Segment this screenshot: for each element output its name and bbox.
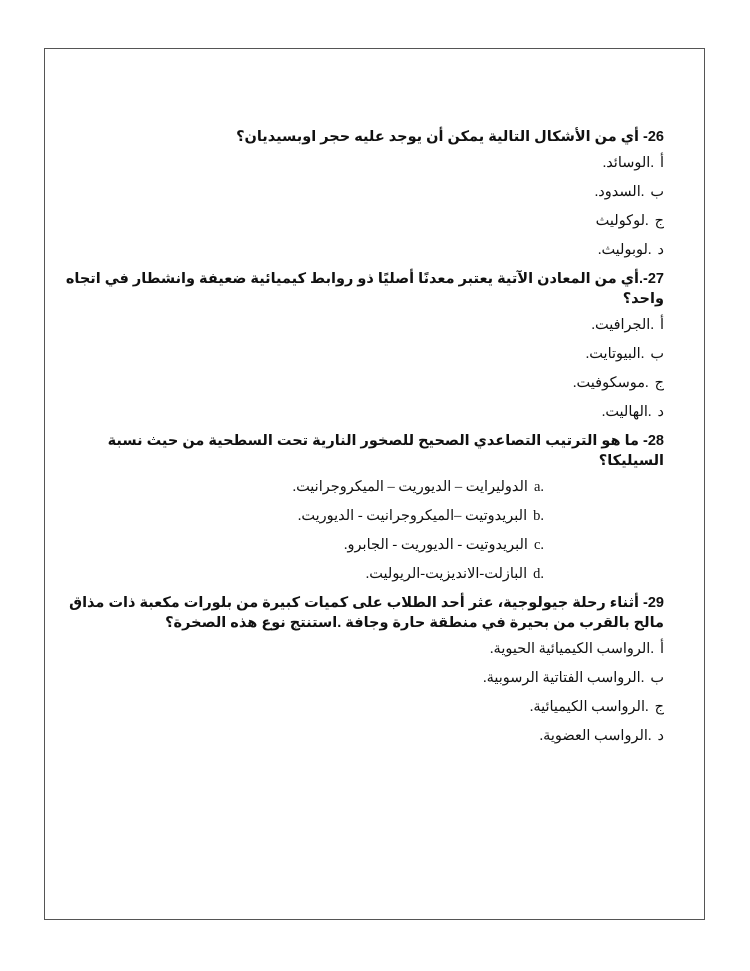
option-a[interactable] <box>63 477 664 506</box>
option-letter: b. <box>533 508 544 524</box>
option-letter: ج <box>654 213 664 229</box>
option-c[interactable] <box>63 211 664 240</box>
option-letter: أ <box>659 155 664 171</box>
option-c[interactable] <box>63 535 664 564</box>
option-letter: د <box>657 242 664 258</box>
option-text: .لوبوليث. <box>597 242 652 258</box>
page-frame <box>44 48 705 920</box>
question-text: 27-.أي من المعادن الآتية يعتبر معدنًا أصليًا ذو روابط كيميائية ضعيفة وانشطار في اتجاه واحد؟ <box>65 271 664 307</box>
option-letter: ج <box>654 699 664 715</box>
question-28 <box>63 431 664 593</box>
option-d[interactable] <box>63 402 664 431</box>
option-letter: d. <box>533 566 544 582</box>
option-c[interactable] <box>63 373 664 402</box>
exam-content <box>63 127 664 755</box>
option-d[interactable] <box>63 240 664 269</box>
option-d[interactable] <box>63 564 664 593</box>
option-letter: ج <box>654 375 664 391</box>
question-text: 28- ما هو الترتيب التصاعدي الصحيح للصخور النارية تحت السطحية من حيث نسبة السيليكا؟ <box>107 433 664 469</box>
option-b[interactable] <box>63 668 664 697</box>
question-27 <box>63 269 664 431</box>
option-a[interactable] <box>63 639 664 668</box>
option-text: .لوكوليث <box>595 213 649 229</box>
option-text: البازلت-الانديزيت-الريوليت. <box>365 566 528 582</box>
option-text: .الرواسب الكيميائية. <box>529 699 649 715</box>
question-26 <box>63 127 664 269</box>
option-text: .الرواسب الفتاتية الرسوبية. <box>482 670 645 686</box>
option-letter: c. <box>533 537 544 553</box>
option-text: البريدوتيت - الديوريت - الجابرو. <box>343 537 528 553</box>
option-letter: ب <box>650 346 664 362</box>
option-letter: ب <box>650 184 664 200</box>
option-text: .الرواسب العضوية. <box>539 728 652 744</box>
option-letter: د <box>657 728 664 744</box>
option-text: .الرواسب الكيميائية الحيوية. <box>489 641 654 657</box>
option-b[interactable] <box>63 506 664 535</box>
option-text: .الهاليت. <box>601 404 652 420</box>
option-letter: a. <box>533 479 544 495</box>
question-29 <box>63 593 664 755</box>
option-text: .الوسائد. <box>602 155 654 171</box>
option-d[interactable] <box>63 726 664 755</box>
option-a[interactable] <box>63 153 664 182</box>
option-text: الدوليرايت – الديوريت – الميكروجرانيت. <box>292 479 528 495</box>
option-a[interactable] <box>63 315 664 344</box>
option-letter: ب <box>650 670 664 686</box>
option-letter: أ <box>659 317 664 333</box>
option-letter: د <box>657 404 664 420</box>
option-text: .الجرافيت. <box>591 317 654 333</box>
option-b[interactable] <box>63 344 664 373</box>
option-letter: أ <box>659 641 664 657</box>
option-text: .السدود. <box>594 184 645 200</box>
option-text: البريدوتيت –الميكروجرانيت - الديوريت. <box>297 508 528 524</box>
option-b[interactable] <box>63 182 664 211</box>
option-text: .موسكوفيت. <box>572 375 649 391</box>
option-text: .البيوتايت. <box>585 346 645 362</box>
question-text: 26- أي من الأشكال التالية يمكن أن يوجد عليه حجر اوبسيديان؟ <box>236 129 664 145</box>
option-c[interactable] <box>63 697 664 726</box>
question-text: 29- أثناء رحلة جيولوجية، عثر أحد الطلاب على كميات كبيرة من بلورات مكعبة ذات مذاق مالح بالقرب من بحيرة في منطقة حارة وجافة .استنتج نوع هذه الصخرة؟ <box>69 595 664 631</box>
